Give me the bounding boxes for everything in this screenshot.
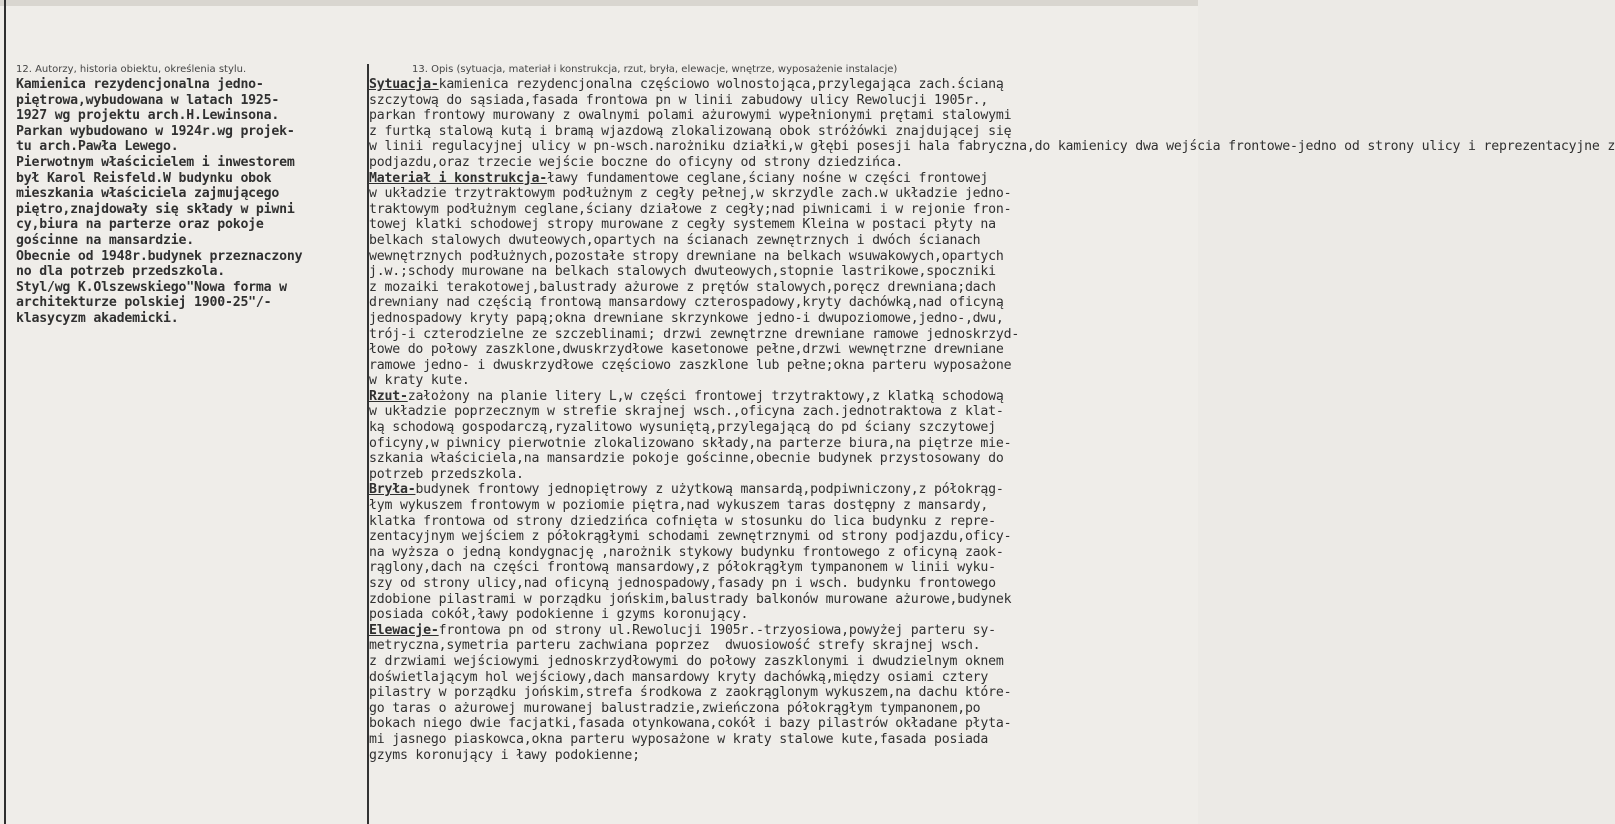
history-line: gościnne na mansardzie. [16,232,195,248]
description-text: metryczna,symetria parteru zachwiana poprzez dwuosiowość strefy skrajnej wsch. [369,638,981,654]
description-line [369,171,1194,187]
description-line [369,748,1194,764]
description-line [369,451,1194,467]
description-line [369,342,1194,358]
description-line [369,732,1194,748]
description-text: oficyny,w piwnicy pierwotnie zlokalizowano składy,na parterze biura,na piętrze mie- [369,435,1012,451]
description-line [369,77,1194,93]
description-text: łowe do połowy zaszklone,dwuskrzydłowe kasetonowe pełne,drzwi wewnętrzne drewniane [369,342,1004,358]
description-line [369,654,1194,670]
description-line [369,389,1194,405]
page-top-edge [0,0,1198,6]
description-line [369,576,1194,592]
description-line [369,373,1194,389]
description-line [369,623,1194,639]
description-text: na wyższa o jedną kondygnację ,narożnik stykowy budynku frontowego z oficyną zaok- [369,544,1004,560]
description-text: rąglony,dach na części frontową mansardowy,z półokrągłym tympanonem w linii wyku- [369,560,996,576]
description-line [369,685,1194,701]
description-line [369,186,1194,202]
description-text: ramowe jedno- i dwuskrzydłowe częściowo zaszklone lub pełne;okna parteru wyposażone [369,357,1012,373]
description-line [369,670,1194,686]
description-text: bokach niego dwie facjatki,fasada otynkowana,cokół i bazy pilastrów okładane płyta- [369,716,1012,732]
description-text: frontowa pn od strony ul.Rewolucji 1905r.-trzyosiowa,powyżej parteru sy- [438,622,996,638]
description-column [369,77,1615,763]
description-text: drewniany nad częścią frontową mansardowy czterospadowy,kryty dachówką,nad oficyną [369,295,1004,311]
history-line: piętro,znajdowały się składy w piwni [16,201,295,217]
description-text: gzyms koronujący i ławy podokienne; [369,747,640,763]
description-line [369,155,1194,171]
description-text: klatka frontowa od strony dziedzińca cofnięta w stosunku do lica budynku z repre- [369,513,996,529]
history-line: cy,biura na parterze oraz pokoje [16,217,264,233]
description-text: w kraty kute. [369,373,470,389]
description-line [369,295,1194,311]
description-line [369,280,1194,296]
description-line [369,202,1194,218]
history-line: no dla potrzeb przedszkola. [16,264,225,280]
description-text: parkan frontowy murowany z owalnymi polami ażurowymi wypełnionymi prętami stalowymi [369,108,1012,124]
history-line: klasycyzm akademicki. [16,310,179,326]
right-column-header: 13. Opis (sytuacja, materiał i konstrukcja, rzut, bryła, elewacje, wnętrze, wyposażenie instalacje) [412,64,898,75]
description-line [369,93,1194,109]
description-text: podjazdu,oraz trzecie wejście boczne do oficyny od strony dziedzińca. [369,154,904,170]
history-line: Obecnie od 1948r.budynek przeznaczony [16,248,303,264]
description-text: pilastry w porządku jońskim,strefa środkowa z zaokrąglonym wykuszem,na dachu które- [369,685,1012,701]
description-line [369,358,1194,374]
history-line: architekturze polskiej 1900-25"/- [16,295,272,311]
description-text: łym wykuszem frontowym w poziomie piętra,nad wykuszem taras dostępny z mansardy, [369,498,989,514]
description-text: szczytową do sąsiada,fasada frontowa pn w linii zabudowy ulicy Rewolucji 1905r., [369,92,989,108]
description-text: posiada cokół,ławy podokienne i gzyms koronujący. [369,607,749,623]
description-text: j.w.;schody murowane na belkach stalowych dwuteowych,stopnie lastrikowe,spoczniki [369,264,996,280]
history-line: 1927 wg projektu arch.H.Lewinsona. [16,108,280,124]
description-text: w układzie trzytraktowym podłużnym z cegły pełnej,w skrzydle zach.w układzie jedno- [369,186,1012,202]
section-heading: Elewacje- [369,622,439,638]
description-text: szy od strony ulicy,nad oficyną jednospadowy,fasady pn i wsch. budynku frontowego [369,576,996,591]
description-text: towej klatki schodowej stropy murowane z cegły systemem Kleina w postaci płyty na [369,217,996,233]
description-line [369,529,1194,545]
description-text: budynek frontowy jednopiętrowy z użytkową mansardą,podpiwniczony,z półokrąg- [415,482,1004,498]
description-line [369,124,1194,140]
description-text: w linii regulacyjnej ulicy w pn-wsch.narożniku działki,w głębi posesji hala fabryczna,do kamienicy dwa wejścia frontowe-jedno od strony ulicy i reprezentacyjne z [369,139,1615,155]
description-line [369,716,1194,732]
description-line [369,545,1194,561]
description-line [369,249,1194,265]
description-text: z drzwiami wejściowymi jednoskrzydłowymi do połowy zaszklonymi i dwudzielnym oknem [369,653,1004,669]
description-line [369,498,1194,514]
description-text: założony na planie litery L,w części frontowej trzytraktowy,z klatką schodową [407,388,1004,404]
description-text: potrzeb przedszkola. [369,466,524,482]
description-text: ławy fundamentowe ceglane,ściany nośne w części frontowej [547,170,989,186]
history-line: Pierwotnym właścicielem i inwestorem [16,154,295,170]
history-line: mieszkania właściciela zajmującego [16,186,280,202]
description-line [369,482,1194,498]
description-text: kamienica rezydencjonalna częściowo wolnostojąca,przylegająca zach.ścianą [438,77,1004,92]
description-text: go taras o ażurowej murowanej balustradzie,zwieńczona półokrągłym tympanonem,po [369,700,981,716]
description-line [369,233,1194,249]
history-line: Kamienica rezydencjonalna jedno- [16,77,264,92]
description-text: zentacyjnym wejściem z półokrągłymi schodami zewnętrznymi od strony podjazdu,oficy- [369,529,1012,545]
section-heading: Sytuacja- [369,77,439,92]
description-line [369,139,1615,155]
description-text: w układzie poprzecznym w strefie skrajnej wsch.,oficyna zach.jednotraktowa z klat- [369,404,1004,420]
description-line [369,701,1194,717]
description-line [369,420,1194,436]
left-column-header: 12. Autorzy, historia obiektu, określenia stylu. [16,64,247,75]
description-line [369,607,1194,623]
description-line [369,560,1194,576]
description-line [369,264,1194,280]
history-line: piętrowa,wybudowana w latach 1925- [16,92,280,108]
description-line [369,514,1194,530]
section-heading: Rzut- [369,388,408,404]
description-line [369,217,1194,233]
description-text: ką schodową gospodarczą,ryzalitowo wysuniętą,przylegającą do pd ściany szczytowej [369,420,996,436]
description-text: jednospadowy kryty papą;okna drewniane skrzynkowe jedno-i dwupoziomowe,jedno-,dwu, [369,310,1004,326]
history-column [16,77,364,327]
history-line: był Karol Reisfeld.W budynku obok [16,170,272,186]
section-heading: Materiał i konstrukcja- [369,170,548,186]
description-text: szkania właściciela,na mansardzie pokoje gościnne,obecnie budynek przystosowany do [369,451,1004,467]
history-line: tu arch.Pawła Lewego. [16,139,179,155]
description-line [369,108,1194,124]
description-line [369,592,1194,608]
description-text: traktowym podłużnym ceglane,ściany działowe z cegły;nad piwnicami i w rejonie fron- [369,201,1012,217]
description-text: zdobione pilastrami w porządku jońskim,balustrady balkonów murowane ażurowe,budynek [369,591,1012,607]
left-border-line [4,0,6,824]
description-line [369,467,1194,483]
description-text: mi jasnego piaskowca,okna parteru wyposażone w kraty stalowe kute,fasada posiada [369,731,989,747]
description-text: wewnętrznych podłużnych,pozostałe stropy drewniane na belkach wsuwakowych,opartych [369,248,1004,264]
description-line [369,638,1194,654]
description-line [369,327,1194,343]
description-line [369,404,1194,420]
description-text: belkach stalowych dwuteowych,opartych na ścianach zewnętrznych i dwóch ścianach [369,232,981,248]
description-text: doświetlającym hol wejściowy,dach mansardowy kryty dachówką,między osiami cztery [369,669,989,685]
description-text: z furtką stalową kutą i bramą wjazdową zlokalizowaną obok stróżówki znajdującej się [369,123,1012,139]
history-line: Parkan wybudowano w 1924r.wg projek- [16,123,295,139]
section-heading: Bryła- [369,482,416,498]
description-line [369,311,1194,327]
description-line [369,436,1194,452]
description-text: z mozaiki terakotowej,balustrady ażurowe z prętów stalowych,poręcz drewniana;dach [369,279,996,295]
description-text: trój-i czterodzielne ze szczeblinami; drzwi zewnętrzne drewniane ramowe jednoskrzyd- [369,326,1020,342]
history-line: Styl/wg K.Olszewskiego"Nowa forma w [16,279,287,295]
